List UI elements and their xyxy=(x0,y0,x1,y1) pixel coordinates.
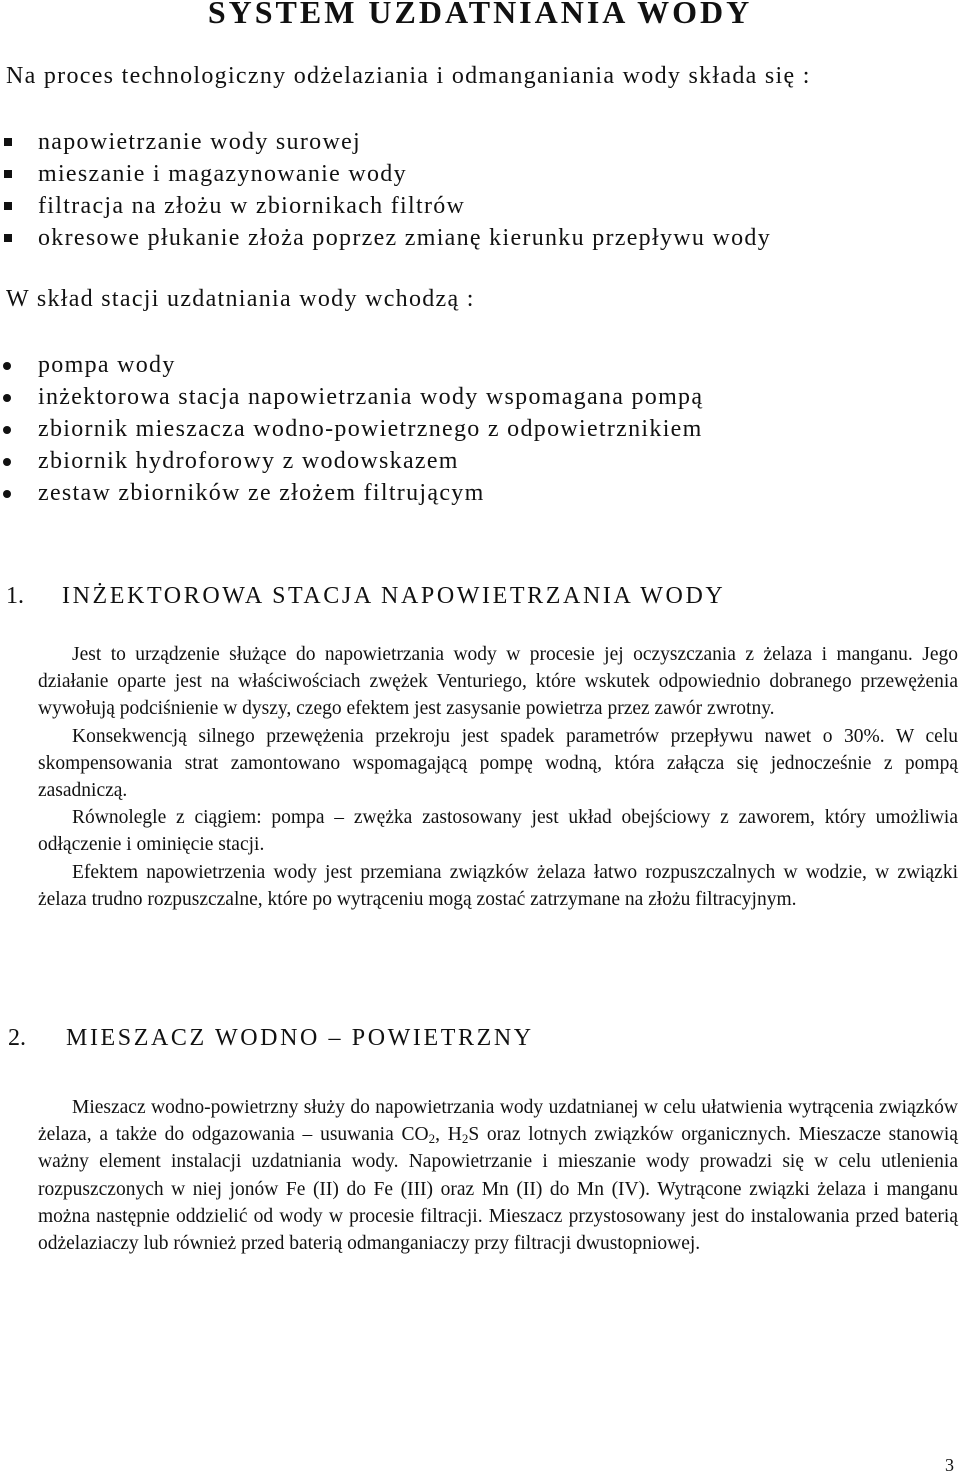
section2-heading xyxy=(0,1020,940,1056)
page-number: 3 xyxy=(945,1455,954,1475)
section1-body xyxy=(38,641,958,913)
section1-number: 1. xyxy=(6,583,24,609)
station-intro: W skład stacji uzdatniania wody wchodzą : xyxy=(6,286,475,312)
text-part: Mieszacz wodno-powietrzny służy do napowietrzania wody uzdatnianej w celu ułatwienia wytrącenia związków żelaza, a także do odgazowania – usuwania CO xyxy=(38,1097,958,1146)
list-item: filtracja na złożu w zbiornikach filtrów xyxy=(0,190,771,222)
text-part: S oraz lotnych związków organicznych. Mieszacze stanowią ważny element instalacji uzdatniania wody. Napowietrzanie i mieszanie wody prowadzi się w celu utlenienia rozpuszczonych w niej jonów Fe (II) do Fe (III) oraz Mn (II) do Mn (IV). Wytrącone związki żelaza i manganu można następnie oddzielić od wody w procesie filtracji. Mieszacz przystosowany jest do instalowania przed baterią odżelaziaczy lub również przed baterią odmanganiaczy przy filtracji dwustopniowej. xyxy=(38,1124,958,1255)
paragraph xyxy=(38,1094,958,1257)
section2-body xyxy=(38,1094,958,1257)
paragraph: Konsekwencją silnego przewężenia przekroju jest spadek parametrów przepływu nawet o 30%. W celu skompensowania strat zamontowano wspomagającą pompę wodną, która załącza się jednocześnie z pompą zasadniczą. xyxy=(38,725,958,802)
process-steps-list xyxy=(0,126,771,254)
list-item: pompa wody xyxy=(0,349,703,381)
list-item: zbiornik hydroforowy z wodowskazem xyxy=(0,445,703,477)
section1-heading xyxy=(0,578,940,614)
station-items-list xyxy=(0,349,703,509)
list-item: inżektorowa stacja napowietrzania wody wspomagana pompą xyxy=(0,381,703,413)
subscript: 2 xyxy=(428,1131,436,1147)
paragraph: Równolegle z ciągiem: pompa – zwężka zastosowany jest układ obejściowy z zaworem, który umożliwia odłączenie i ominięcie stacji. xyxy=(38,807,958,856)
list-item: mieszanie i magazynowanie wody xyxy=(0,158,771,190)
text-part: , H xyxy=(435,1124,462,1146)
section2-number: 2. xyxy=(8,1025,26,1051)
paragraph: Jest to urządzenie służące do napowietrzania wody w procesie jej oczyszczania z żelaza i manganu. Jego działanie oparte jest na właściwościach zwężek Venturiego, które wskutek odpowiednio dobranego przewężenia wywołują podciśnienie w dyszy, czego efektem jest zasysanie powietrza przez zawór zwrotny. xyxy=(38,644,958,720)
process-intro: Na proces technologiczny odżelaziania i odmanganiania wody składa się : xyxy=(6,63,811,89)
section2-title: MIESZACZ WODNO – POWIETRZNY xyxy=(66,1025,534,1051)
list-item: zestaw zbiorników ze złożem filtrującym xyxy=(0,477,703,509)
list-item: zbiornik mieszacza wodno-powietrznego z odpowietrznikiem xyxy=(0,413,703,445)
list-item: napowietrzanie wody surowej xyxy=(0,126,771,158)
page-title: SYSTEM UZDATNIANIA WODY xyxy=(207,0,753,30)
list-item: okresowe płukanie złoża poprzez zmianę kierunku przepływu wody xyxy=(0,222,771,254)
section1-title: INŻEKTOROWA STACJA NAPOWIETRZANIA WODY xyxy=(62,583,726,609)
paragraph: Efektem napowietrzenia wody jest przemiana związków żelaza łatwo rozpuszczalnych w wodzie, w związki żelaza trudno rozpuszczalne, które po wytrąceniu mogą zostać zatrzymane na złożu filtracyjnym. xyxy=(38,861,958,910)
subscript: 2 xyxy=(461,1131,469,1147)
